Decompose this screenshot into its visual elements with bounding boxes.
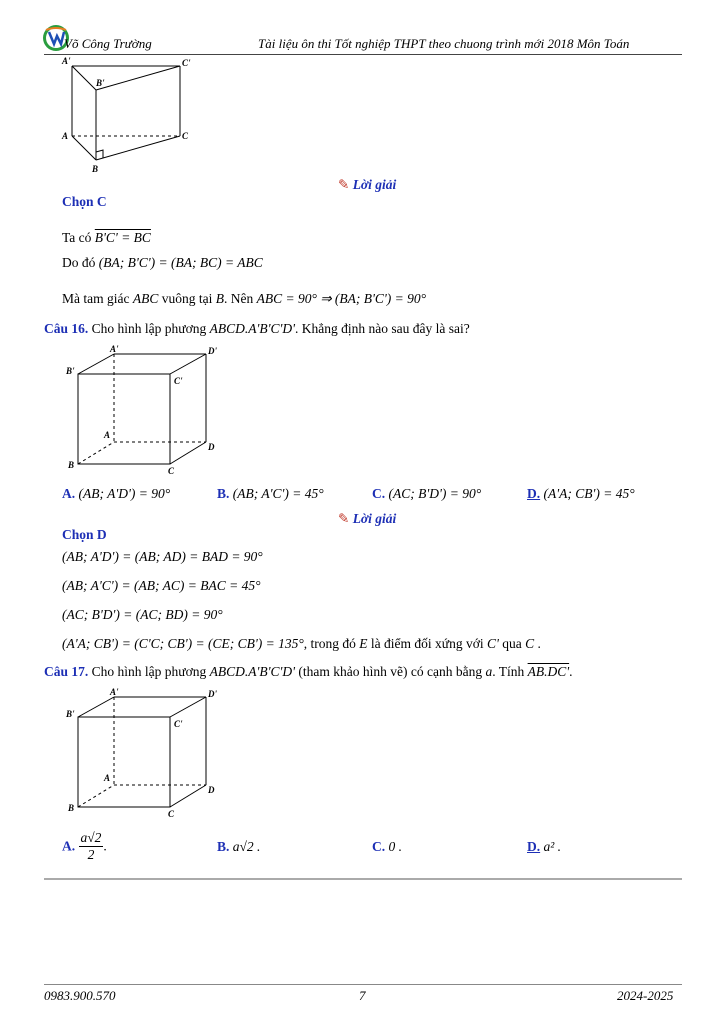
- q16-answer-d-math: (A'A; CB') = 45°: [543, 486, 635, 501]
- footer-page-number: 7: [359, 988, 366, 1003]
- q17-answer-a[interactable]: A. $\frac{a√2}{2}$ .: [62, 830, 107, 862]
- sol1-line3-tri: ABC: [132, 291, 159, 306]
- q16-answer-a-math: (AB; A'D') = 90°: [78, 486, 171, 501]
- q16-answer-c-letter: C.: [372, 486, 386, 501]
- cube-figure-q17: [64, 685, 224, 820]
- q16-solution-heading-text: Lời giải: [352, 511, 397, 526]
- cube17-label-b: B: [68, 803, 75, 813]
- q17-answer-d-letter: D.: [527, 839, 541, 854]
- pencil-icon: ✎: [338, 511, 350, 526]
- cube17-label-d1: D': [208, 689, 217, 699]
- q17-answer-c-letter: C.: [372, 839, 386, 854]
- q16-cube: ABCD.A'B'C'D': [209, 321, 296, 336]
- q16-step-4-c: C: [525, 636, 535, 651]
- q16-answer-b[interactable]: [217, 486, 324, 502]
- q17-answer-a-letter: A.: [62, 838, 76, 854]
- sol1-line3: [62, 291, 426, 307]
- q17-answer-d-math: a² .: [543, 839, 562, 854]
- cube16-label-a: A: [104, 430, 111, 440]
- q16-solution-heading: [338, 511, 396, 527]
- sol1-line1-math: B'C' = BC: [94, 230, 151, 245]
- cube16-label-d: D: [208, 442, 215, 452]
- q16-step-3: (AC; B'D') = (AC; BD) = 90°: [62, 607, 223, 622]
- q17-answer-d[interactable]: [527, 839, 561, 855]
- cube16-label-a1: A': [110, 344, 119, 354]
- sol1-line3-pt: B: [215, 291, 224, 306]
- prism-label-b: B: [92, 164, 99, 174]
- sol1-line1: [62, 230, 151, 246]
- q16-step-4: [62, 636, 541, 652]
- q17-label: Câu 17.: [44, 664, 89, 679]
- q17-text-b: (tham khảo hình vẽ) có cạnh bằng: [298, 664, 483, 679]
- q16-answer-b-math: (AB; A'C') = 45°: [232, 486, 324, 501]
- q17-expr: AB.DC': [527, 664, 570, 679]
- q16-step-4-c1: C': [486, 636, 499, 651]
- q17-answer-a-num: a√2: [80, 830, 102, 845]
- header-divider: [44, 54, 682, 55]
- sol1-line3-then: . Nên: [223, 291, 254, 306]
- choose-label: Chọn C: [62, 194, 107, 209]
- solution-heading: [338, 177, 396, 193]
- cube16-label-b1: B': [66, 366, 75, 376]
- prism-label-b1: B': [96, 78, 105, 88]
- footer-phone: 0983.900.570: [44, 988, 116, 1003]
- q16-answer-d-letter: D.: [527, 486, 541, 501]
- q17-answer-b-letter: B.: [217, 839, 230, 854]
- q17-answer-a-fraction: [79, 830, 104, 863]
- q17-text-c: . Tính: [492, 664, 525, 679]
- solution-heading-text: Lời giải: [352, 177, 397, 192]
- q16-step-4-tail-b: là điểm đối xứng với: [370, 636, 484, 651]
- q16-choose-label: Chọn D: [62, 527, 107, 542]
- q16-answer-a[interactable]: [62, 486, 170, 502]
- sol1-line2-prefix: Do đó: [62, 255, 96, 270]
- cube16-label-c: C: [168, 466, 175, 476]
- q16-text-a: Cho hình lập phương: [91, 321, 207, 336]
- q16-answer-c-math: (AC; B'D') = 90°: [388, 486, 482, 501]
- q16-step-1: (AB; A'D') = (AB; AD) = BAD = 90°: [62, 549, 263, 564]
- q16-answer-d[interactable]: [527, 486, 635, 502]
- cube17-label-d: D: [208, 785, 215, 795]
- cube17-label-a1: A': [110, 687, 119, 697]
- q17-var: a: [485, 664, 493, 679]
- cube16-label-d1: D': [208, 346, 217, 356]
- sol1-line3-math: ABC = 90° ⇒ (BA; B'C') = 90°: [256, 291, 427, 306]
- prism-label-c1: C': [182, 58, 191, 68]
- pencil-icon: ✎: [338, 177, 350, 192]
- prism-label-a1: A': [62, 56, 71, 66]
- header-title: Tài liệu ôn thi Tốt nghiệp THPT theo chuong trình mới 2018 Môn Toán: [258, 36, 630, 51]
- q17-answer-a-den: 2: [87, 847, 95, 862]
- footer-divider: [44, 984, 682, 985]
- section-divider: [44, 878, 682, 880]
- sol1-line3-prefix: Mà tam giác: [62, 291, 130, 306]
- cube17-label-b1: B': [66, 709, 75, 719]
- cube17-label-a: A: [104, 773, 111, 783]
- q17-text-d: .: [569, 664, 573, 679]
- cube16-label-b: B: [68, 460, 75, 470]
- q16-stem: [44, 321, 470, 337]
- q16-step-4-tail-a: , trong đó: [303, 636, 356, 651]
- cube16-label-c1: C': [174, 376, 183, 386]
- q16-answer-c[interactable]: [372, 486, 481, 502]
- q16-step-4-e: E: [359, 636, 368, 651]
- sol1-line3-mid: vuông tại: [161, 291, 213, 306]
- q16-step-4-tail-c: qua: [502, 636, 522, 651]
- q16-answer-a-letter: A.: [62, 486, 76, 501]
- q16-step-4-math: (A'A; CB') = (C'C; CB') = (CE; CB') = 135°: [62, 636, 304, 651]
- sol1-line2: [62, 255, 263, 271]
- prism-label-a: A: [62, 131, 69, 141]
- cube-figure-q16: [64, 342, 224, 477]
- prism-figure: [58, 56, 198, 176]
- q16-label: Câu 16.: [44, 321, 89, 336]
- cube17-label-c1: C': [174, 719, 183, 729]
- q17-answer-b[interactable]: [217, 839, 260, 855]
- sol1-line1-prefix: Ta có: [62, 230, 92, 245]
- q17-stem: [44, 664, 573, 680]
- header-author: Võ Công Trường: [64, 36, 152, 51]
- q16-text-b: . Khẳng định nào sau đây là sai?: [295, 321, 470, 336]
- sol1-line2-math: (BA; B'C') = (BA; BC) = ABC: [98, 255, 263, 270]
- prism-label-c: C: [182, 131, 189, 141]
- q17-answer-c-math: 0 .: [388, 839, 402, 854]
- q16-step-4-end: .: [537, 636, 541, 651]
- q17-answer-c[interactable]: [372, 839, 402, 855]
- q16-step-2: (AB; A'C') = (AB; AC) = BAC = 45°: [62, 578, 261, 593]
- q17-text-a: Cho hình lập phương: [91, 664, 207, 679]
- footer-year: 2024-2025: [617, 988, 674, 1003]
- q17-answer-b-math: a√2 .: [232, 839, 261, 854]
- cube17-label-c: C: [168, 809, 175, 819]
- q17-cube: ABCD.A'B'C'D': [209, 664, 296, 679]
- q16-answer-b-letter: B.: [217, 486, 230, 501]
